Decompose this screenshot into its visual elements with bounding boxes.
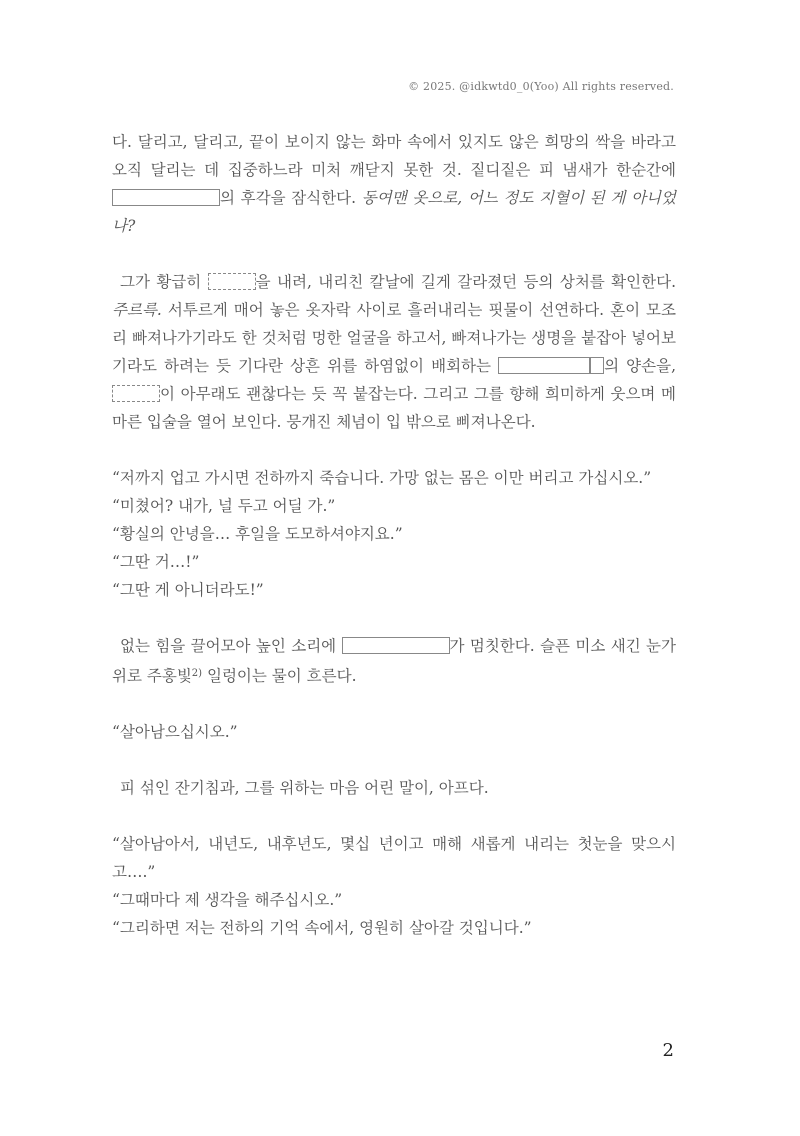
name-blank [342,637,450,654]
name-blank-tail [590,357,604,374]
text-run: 없는 힘을 끌어모아 높인 소리에 [120,637,342,655]
story-body [112,128,676,942]
footnote-marker[interactable]: 2) [191,668,203,679]
paragraph-4: 피 섞인 잔기침과, 그를 위하는 마음 어린 말이, 아프다. [120,779,489,797]
name-blank-dashed [112,385,160,402]
text-run: 서투르게 매어 놓은 옷자락 사이로 흘러내리는 핏물이 선연하다. 혼이 모조리 빠져나가기라도 한 것처럼 멍한 얼굴을 하고서, 빠져나가는 생명을 붙잡아 넣어보기라도 하려는 듯 기다란 상흔 위를 하염없이 배회하는 [112,301,676,375]
sound-effect: 주르륵. [112,301,162,319]
inner-thought: 동여맨 옷으로, 어느 정도 지혈이 된 게 아니었나? [112,189,676,235]
text-run: 일렁이는 물이 흐른다. [202,667,357,685]
text-run: 의 후각을 잠식한다. [220,189,362,207]
text-run: 이 아무래도 괜찮다는 듯 꼭 붙잡는다. 그리고 그를 향해 희미하게 웃으며 메마른 입술을 열어 보인다. 뭉개진 체념이 입 밖으로 삐져나온다. [112,385,676,431]
name-blank [112,189,220,206]
text-run: 다. 달리고, 달리고, 끝이 보이지 않는 화마 속에서 있지도 않은 희망의 싹을 바라고 오직 달리는 데 집중하느라 미처 깨닫지 못한 것. 짙디짙은 피 냄새가 한순간에 [112,133,676,179]
name-blank-dashed [208,273,256,290]
text-run: 을 내려, 내리친 칼날에 길게 갈라졌던 등의 상처를 확인한다. [255,273,676,291]
dialogue-line: “그딴 게 아니더라도!” [112,581,264,599]
page-number: 2 [662,1040,674,1061]
text-run: 그가 황급히 [120,273,208,291]
text-run: 가 멈칫한다. 슬픈 미소 새긴 눈가 위로 주홍빛 [112,637,676,685]
paragraph-2 [112,268,676,436]
name-blank [498,357,590,374]
dialogue-line: “황실의 안녕을… 후일을 도모하셔야지요.” [112,525,403,543]
dialogue-line: “그리하면 저는 전하의 기억 속에서, 영원히 살아갈 것입니다.” [112,919,532,937]
dialogue-line: “그딴 거…!” [112,553,200,571]
dialogue-line: “저까지 업고 가시면 전하까지 죽습니다. 가망 없는 몸은 이만 버리고 가십시오.” [112,469,652,487]
paragraph-3 [112,632,676,690]
dialogue-line: “살아남아서, 내년도, 내후년도, 몇십 년이고 매해 새롭게 내리는 첫눈을 맞으시고….” [112,835,676,881]
dialogue-line: “미쳤어? 내가, 널 두고 어딜 가.” [112,497,336,515]
paragraph-1 [112,128,676,240]
text-run: 의 양손을, [604,357,676,375]
dialogue-line: “그때마다 제 생각을 해주십시오.” [112,891,343,909]
copyright-notice: © 2025. @idkwtd0_0(Yoo) All rights reserved. [408,80,674,93]
dialogue-line: “살아남으십시오.” [112,723,238,741]
